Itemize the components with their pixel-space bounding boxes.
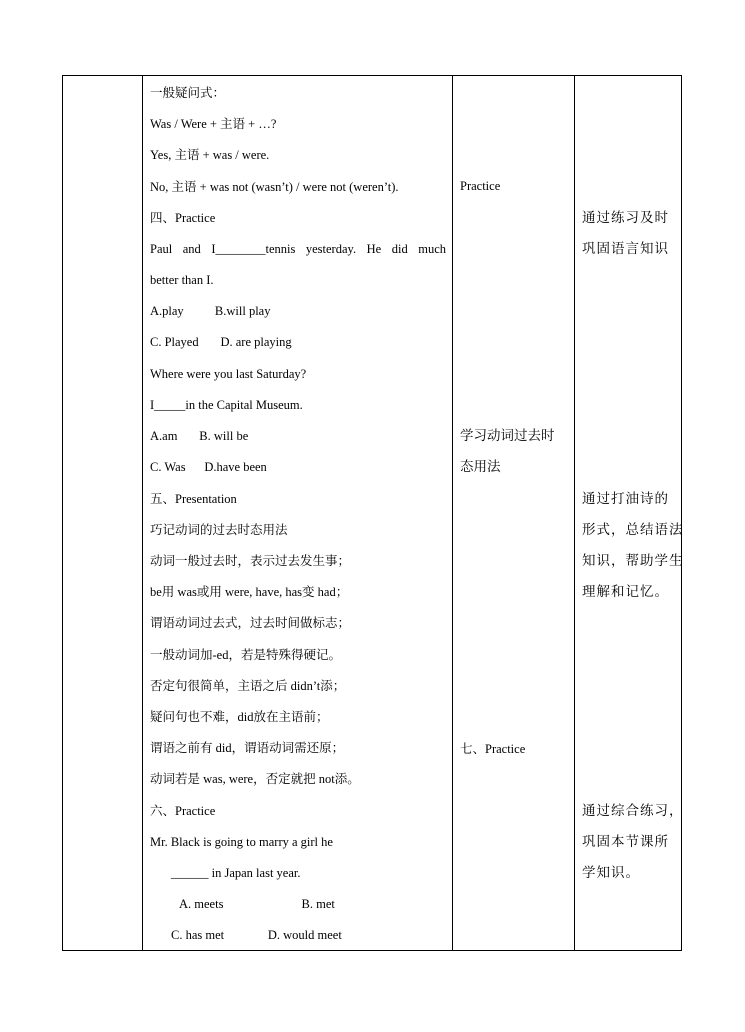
purpose-column — [575, 76, 682, 950]
activity-line: ______ in Japan last year. — [171, 866, 301, 880]
stage-label: Practice — [460, 179, 501, 193]
activity-line: be用 was或用 were, have, has变 had； — [150, 585, 349, 599]
activities-column — [143, 76, 453, 950]
activity-line: 一般动词加-ed，若是特殊得硬记。 — [150, 648, 341, 662]
activity-line: 否定句很简单，主语之后 didn’t添； — [150, 679, 346, 693]
stage-label: 态用法 — [460, 459, 501, 475]
purpose-text: 巩固语言知识 — [582, 241, 669, 257]
purpose-text: 理解和记忆。 — [582, 584, 669, 600]
stage-label: 七、Practice — [460, 742, 526, 756]
activity-line: Where were you last Saturday? — [150, 367, 307, 381]
stage-label: 学习动词过去时 — [460, 428, 555, 444]
lesson-table — [62, 75, 682, 951]
activity-line: Was / Were + 主语 + …? — [150, 117, 277, 131]
purpose-text: 通过打油诗的 — [582, 491, 669, 507]
option-line: A.play B.will play — [150, 304, 271, 318]
activity-line: Mr. Black is going to marry a girl he — [150, 835, 333, 849]
stage-column — [453, 76, 575, 950]
purpose-text: 通过练习及时 — [582, 210, 669, 226]
option-line: A. meets B. met — [179, 897, 335, 911]
option-line: C. Was D.have been — [150, 460, 267, 474]
activity-line: 谓语之前有 did，谓语动词需还原； — [150, 741, 345, 755]
section-heading: 五、Presentation — [150, 492, 237, 506]
option-line: C. Played D. are playing — [150, 335, 292, 349]
activity-line: 一般疑问式： — [150, 86, 226, 100]
purpose-text: 学知识。 — [582, 865, 640, 881]
section-heading: 六、Practice — [150, 804, 216, 818]
purpose-text: 巩固本节课所 — [582, 834, 669, 850]
option-line: A.am B. will be — [150, 429, 249, 443]
purpose-text: 知识，帮助学生 — [582, 553, 684, 569]
activity-line: 疑问句也不难，did放在主语前； — [150, 710, 329, 724]
activity-line: 动词若是 was, were，否定就把 not添。 — [150, 772, 360, 786]
activity-line: No, 主语 + was not (wasn’t) / were not (weren’t). — [150, 180, 399, 194]
activity-line: Paul and I________tennis yesterday. He did much — [150, 242, 446, 256]
activity-line: Yes, 主语 + was / were. — [150, 148, 270, 162]
option-line: C. has met D. would meet — [171, 928, 342, 942]
activity-line: 巧记动词的过去时态用法 — [150, 523, 288, 537]
activity-line: better than I. — [150, 273, 214, 287]
section-heading: 四、Practice — [150, 211, 216, 225]
purpose-text: 通过综合练习， — [582, 803, 684, 819]
activity-line: I_____in the Capital Museum. — [150, 398, 303, 412]
purpose-text: 形式，总结语法 — [582, 522, 684, 538]
activity-line: 谓语动词过去式，过去时间做标志； — [150, 616, 351, 630]
activity-line: 动词一般过去时，表示过去发生事； — [150, 554, 351, 568]
